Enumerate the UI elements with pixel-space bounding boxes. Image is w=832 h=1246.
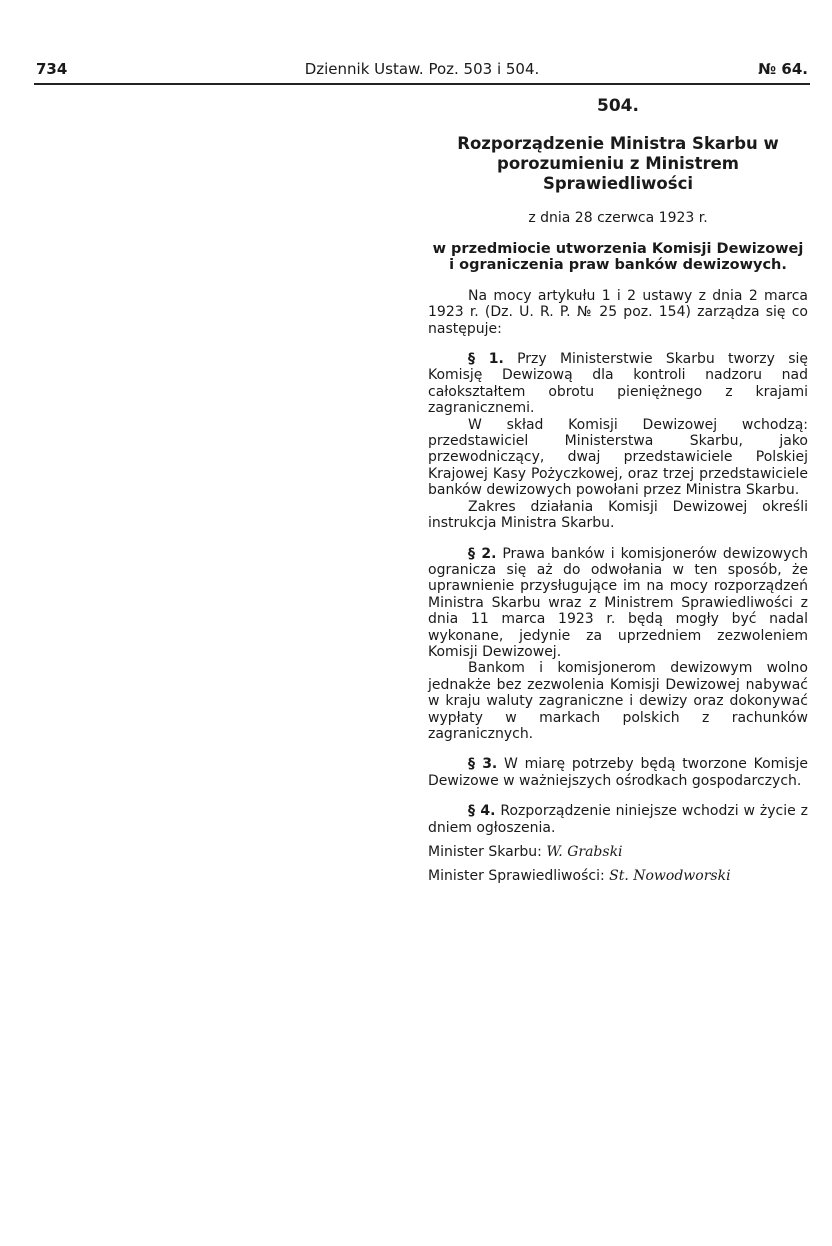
section-3-text: W miarę potrzeby będą tworzone Komisje Dewizowe w ważniejszych ośrodkach gospodarczych. <box>428 756 808 789</box>
article-column <box>428 98 808 885</box>
section-4-paragraph <box>428 803 808 836</box>
article-subject: w przedmiocie utworzenia Komisji Dewizowej i ograniczenia praw banków dewizowych. <box>432 240 804 274</box>
page-number: 734 <box>36 60 68 78</box>
section-1-text: Przy Ministerstwie Skarbu tworzy się Komisję Dewizową dla kontroli nadzoru nad całokształtem obrotu pieniężnego z krajami zagranicznemi. <box>428 351 808 417</box>
signature-2-role: Minister Sprawiedliwości: <box>428 868 605 885</box>
section-3-paragraph <box>428 756 808 789</box>
header-rule <box>34 83 810 85</box>
signature-1-name: W. Grabski <box>546 844 623 860</box>
section-1-paragraph-3: Zakres działania Komisji Dewizowej określi instrukcja Ministra Skarbu. <box>428 498 808 532</box>
section-2-text: Prawa banków i komisjonerów dewizowych ogranicza się aż do odwołania w ten sposób, że uprawnienie przysługujące im na mocy rozporządzeń Ministra Skarbu wraz z Ministrem Sprawiedliwości z dnia 11 marca 1923 r. będą mogły być nadal wykonane, jedynie za uprzedniem zezwoleniem Komisji Dewizowej. <box>428 545 808 660</box>
signature-2 <box>428 868 808 884</box>
article-title: Rozporządzenie Ministra Skarbu w porozumieniu z Ministrem Sprawiedliwości <box>457 134 779 194</box>
issue-number: № 64. <box>758 60 808 78</box>
signature-1 <box>428 844 808 860</box>
section-2-paragraph-1 <box>428 546 808 661</box>
preamble: Na mocy artykułu 1 i 2 ustawy z dnia 2 marca 1923 r. (Dz. U. R. P. № 25 poz. 154) zarządza się co następuje: <box>428 287 808 337</box>
page-header <box>36 60 808 80</box>
section-1-label: § 1. <box>468 351 504 368</box>
section-2-paragraph-2: Bankom i komisjonerom dewizowym wolno jednakże bez zezwolenia Komisji Dewizowej nabywać w kraju waluty zagraniczne i dewizy oraz dokonywać wypłaty w markach polskich z rachunków zagranicznych. <box>428 660 808 742</box>
section-2-label: § 2. <box>468 545 497 562</box>
signature-1-role: Minister Skarbu: <box>428 844 542 860</box>
signature-2-name: St. Nowodworski <box>609 868 731 885</box>
section-4-text: Rozporządzenie niniejsze wchodzi w życie z dniem ogłoszenia. <box>428 803 808 836</box>
article-date: z dnia 28 czerwca 1923 r. <box>528 210 708 227</box>
journal-title: Dziennik Ustaw. Poz. 503 i 504. <box>304 60 540 78</box>
section-1-paragraph-1 <box>428 351 808 417</box>
section-4-label: § 4. <box>468 803 496 820</box>
section-3-label: § 3. <box>468 756 498 773</box>
article-number: 504. <box>597 96 639 116</box>
section-1-paragraph-2: W skład Komisji Dewizowej wchodzą: przedstawiciel Ministerstwa Skarbu, jako przewodniczący, dwaj przedstawiciele Polskiej Krajowej Kasy Pożyczkowej, oraz trzej przedstawiciele banków dewizowych powołani przez Ministra Skarbu. <box>428 416 808 499</box>
